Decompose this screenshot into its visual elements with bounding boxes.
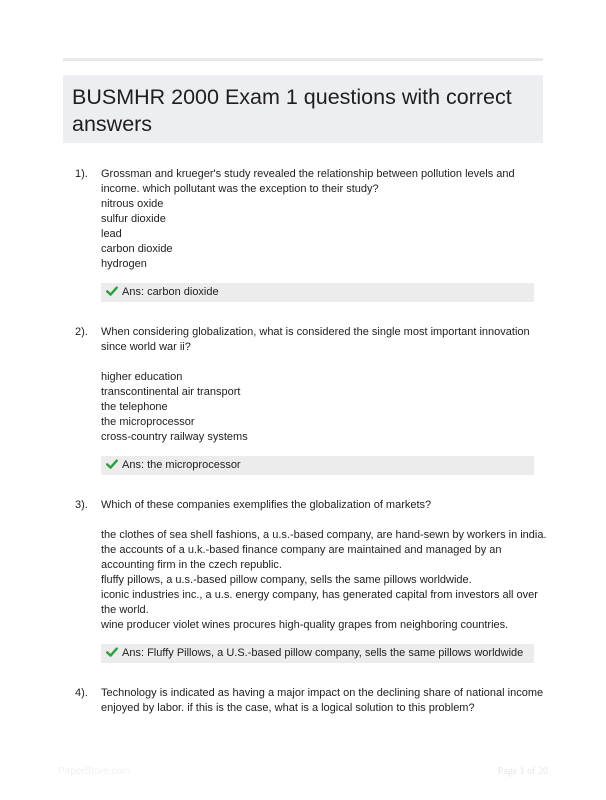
- document-title: BUSMHR 2000 Exam 1 questions with correct answers: [72, 85, 512, 136]
- question-number: 2).: [75, 326, 88, 338]
- question-line: When considering globalization, what is considered the single most important innovation: [101, 326, 530, 338]
- answer-box: [101, 283, 534, 302]
- option-line: cross-country railway systems: [101, 431, 248, 443]
- option-line: transcontinental air transport: [101, 386, 241, 398]
- answer-text: Ans: Fluffy Pillows, a U.S.-based pillow company, sells the same pillows worldwide: [122, 647, 524, 659]
- checkmark-icon: [106, 458, 118, 470]
- question-line: since world war ii?: [101, 341, 191, 353]
- question-text: [101, 686, 544, 716]
- option-line: hydrogen: [101, 258, 147, 270]
- blank-line: [101, 513, 537, 528]
- top-divider: [63, 58, 543, 61]
- option-line: the microprocessor: [101, 416, 195, 428]
- answer-text: Ans: carbon dioxide: [122, 286, 219, 298]
- checkmark-icon: [106, 646, 118, 658]
- option-line: the clothes of sea shell fashions, a u.s.-based company, are hand-sewn by workers in india.: [101, 529, 547, 541]
- question-text: [101, 325, 537, 445]
- answer-text: Ans: the microprocessor: [122, 459, 241, 471]
- page-number: Page 1 of 20: [497, 766, 548, 777]
- question-line: Technology is indicated as having a major impact on the declining share of national income: [101, 687, 544, 699]
- option-line: the world.: [101, 604, 149, 616]
- question-line: enjoyed by labor. if this is the case, what is a logical solution to this problem?: [101, 702, 475, 714]
- blank-line: [101, 355, 537, 370]
- answer-box: [101, 644, 534, 663]
- option-line: carbon dioxide: [101, 243, 173, 255]
- option-line: iconic industries inc., a u.s. energy company, has generated capital from investors all over: [101, 589, 538, 601]
- checkmark-icon: [106, 285, 118, 297]
- question-number: 3).: [75, 499, 88, 511]
- option-line: higher education: [101, 371, 183, 383]
- answer-box: [101, 456, 534, 475]
- title-banner: [63, 75, 543, 143]
- option-line: the telephone: [101, 401, 168, 413]
- option-line: the accounts of a u.k.-based finance company are maintained and managed by an: [101, 544, 502, 556]
- option-line: accounting firm in the czech republic.: [101, 559, 282, 571]
- option-line: sulfur dioxide: [101, 213, 166, 225]
- question-text: [101, 167, 537, 272]
- option-line: wine producer violet wines procures high-quality grapes from neighboring countries.: [101, 619, 509, 631]
- question-line: income. which pollutant was the exception to their study?: [101, 183, 379, 195]
- question-number: 1).: [75, 168, 88, 180]
- footer-watermark: PaperStore.com: [58, 766, 131, 777]
- option-line: nitrous oxide: [101, 198, 164, 210]
- question-line: Grossman and krueger's study revealed the relationship between pollution levels and: [101, 168, 515, 180]
- option-line: fluffy pillows, a u.s.-based pillow company, sells the same pillows worldwide.: [101, 574, 472, 586]
- question-line: Which of these companies exemplifies the globalization of markets?: [101, 499, 432, 511]
- question-number: 4).: [75, 687, 88, 699]
- option-line: lead: [101, 228, 122, 240]
- question-text: [101, 498, 547, 633]
